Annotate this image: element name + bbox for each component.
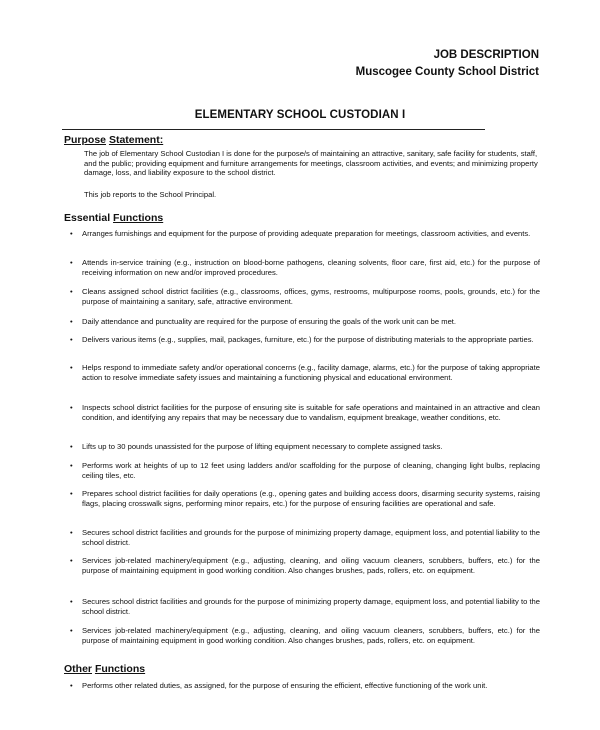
list-item-text: Attends in-service training (e.g., instruction on blood-borne pathogens, cleaning solvents, floor care, first aid, etc.) for the purpose of receiving information on new and/or improved procedures. [82,258,540,278]
other-heading-word2: Functions [94,663,146,675]
list-item-text: Helps respond to immediate safety and/or operational concerns (e.g., facility damage, alarms, etc.) for the purpose of taking appropriate action to resolve immediate safety issues and maintaining a functioning physical and educational environment. [82,363,540,383]
other-functions-heading [64,663,145,675]
bullet-icon: • [70,287,73,296]
bullet-icon: • [70,626,73,635]
bullet-icon: • [70,229,73,238]
list-item-text: Secures school district facilities and grounds for the purpose of minimizing property damage, equipment loss, and potential liability to the school district. [82,597,540,617]
reports-to-text: This job reports to the School Principal. [84,190,217,199]
list-item-text: Services job-related machinery/equipment (e.g., adjusting, cleaning, and oiling vacuum cleaners, scrubbers, buffers, etc.) for the purpose of maintaining equipment in good working condition. Also changes brushes, pads, rollers, etc. on equipment. [82,556,540,576]
bullet-icon: • [70,681,73,690]
bullet-icon: • [70,335,73,344]
bullet-icon: • [70,489,73,498]
list-item-text: Secures school district facilities and grounds for the purpose of minimizing property damage, equipment loss, and potential liability to the school district. [82,528,540,548]
bullet-icon: • [70,442,73,451]
bullet-icon: • [70,403,73,412]
list-item-text: Prepares school district facilities for daily operations (e.g., opening gates and building access doors, disarming security systems, raising flags, placing crosswalk signs, performing minor repairs, etc.) for the purpose of ensuring facilities are operational and safe. [82,489,540,509]
list-item-text: Delivers various items (e.g., supplies, mail, packages, furniture, etc.) for the purpose of distributing materials to the appropriate parties. [82,335,534,344]
purpose-heading-word1: Purpose [64,134,107,146]
bullet-icon: • [70,528,73,537]
bullet-icon: • [70,461,73,470]
other-heading-word1: Other [64,663,93,675]
document-type-heading: JOB DESCRIPTION [433,49,539,61]
essential-functions-heading [64,212,163,224]
purpose-statement-text: The job of Elementary School Custodian I is done for the purpose/s of maintaining an attractive, sanitary, safe facility for students, staff, and the public; providing equipment and furniture arrangements for meetings, classroom activities, and events; and minimizing property damage, loss, and liability exposure to the school district. [84,149,538,178]
list-item-text: Performs work at heights of up to 12 feet using ladders and/or scaffolding for the purpose of cleaning, changing light bulbs, replacing ceiling tiles, etc. [82,461,540,481]
bullet-icon: • [70,258,73,267]
purpose-heading-word2: Statement: [108,134,164,146]
essential-heading-word2: Functions [113,212,164,224]
bullet-icon: • [70,317,73,326]
bullet-icon: • [70,597,73,606]
purpose-heading [64,134,163,146]
list-item-text: Arranges furnishings and equipment for the purpose of providing adequate preparation for meetings, classroom activities, and events. [82,229,531,238]
list-item-text: Performs other related duties, as assigned, for the purpose of ensuring the efficient, effective functioning of the work unit. [82,681,488,690]
bullet-icon: • [70,556,73,565]
list-item-text: Lifts up to 30 pounds unassisted for the purpose of lifting equipment necessary to complete assigned tasks. [82,442,443,451]
bullet-icon: • [70,363,73,372]
list-item-text: Services job-related machinery/equipment (e.g., adjusting, cleaning, and oiling vacuum cleaners, scrubbers, buffers, etc.) for the purpose of maintaining equipment in good working condition. Also changes brushes, pads, rollers, etc. on equipment. [82,626,540,646]
organization-name: Muscogee County School District [355,66,539,78]
essential-heading-word1: Essential [64,212,111,224]
title-rule [62,129,485,130]
list-item-text: Daily attendance and punctuality are required for the purpose of ensuring the goals of the work unit can be met. [82,317,457,326]
list-item-text: Cleans assigned school district facilities (e.g., classrooms, offices, gyms, restrooms, multipurpose rooms, pools, grounds, etc.) for the purpose of maintaining a sanitary, safe, attractive environment. [82,287,540,307]
list-item-text: Inspects school district facilities for the purpose of ensuring site is suitable for safe operations and maintained in an attractive and clean condition, and identifying any repairs that may be necessary due to vandalism, equipment breakage, weather conditions, etc. [82,403,540,423]
job-title: ELEMENTARY SCHOOL CUSTODIAN I [194,109,406,121]
